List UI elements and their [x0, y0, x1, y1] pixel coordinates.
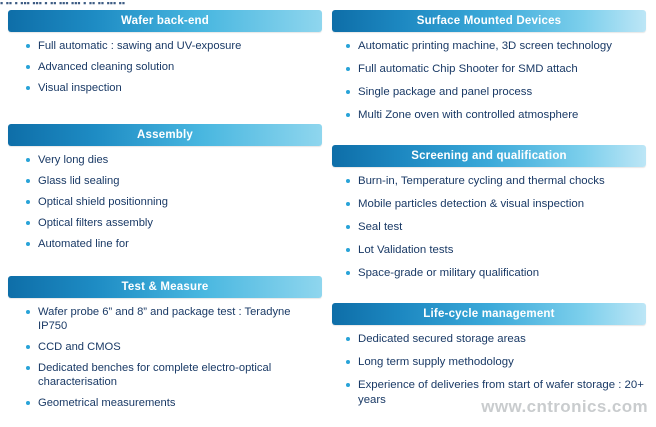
panel-screening-and-qualification: [332, 145, 646, 289]
list-item: Automated line for: [26, 237, 322, 251]
panel-wafer-back-end: [8, 10, 322, 102]
spacer: [8, 264, 322, 276]
bullet-list-test-and-measure: [8, 305, 322, 410]
list-item: Mobile particles detection & visual inspection: [346, 197, 646, 212]
list-item: Wafer probe 6” and 8” and package test : Teradyne IP750: [26, 305, 322, 333]
panel-title-life-cycle-management: Life-cycle management: [332, 303, 646, 325]
spacer: [332, 137, 646, 145]
list-item: Geometrical measurements: [26, 396, 322, 410]
list-item: CCD and CMOS: [26, 340, 322, 354]
list-item: Multi Zone oven with controlled atmosphere: [346, 108, 646, 123]
list-item: Optical shield positionning: [26, 195, 322, 209]
panel-title-screening-and-qualification: Screening and qualification: [332, 145, 646, 167]
list-item: Visual inspection: [26, 81, 322, 95]
list-item: Lot Validation tests: [346, 243, 646, 258]
panel-title-assembly: Assembly: [8, 124, 322, 146]
list-item: Advanced cleaning solution: [26, 60, 322, 74]
list-item: Dedicated benches for complete electro-optical characterisation: [26, 361, 322, 389]
right-column: [332, 10, 646, 423]
two-column-layout: [0, 10, 656, 423]
panel-title-surface-mounted-devices: Surface Mounted Devices: [332, 10, 646, 32]
list-item: Space-grade or military qualification: [346, 266, 646, 281]
list-item: Experience of deliveries from start of wafer storage : 20+ years: [346, 378, 646, 408]
panel-title-test-and-measure: Test & Measure: [8, 276, 322, 298]
bullet-list-assembly: [8, 153, 322, 251]
list-item: Dedicated secured storage areas: [346, 332, 646, 347]
spacer: [332, 295, 646, 303]
spacer: [8, 108, 322, 124]
list-item: Very long dies: [26, 153, 322, 167]
panel-title-wafer-back-end: Wafer back-end: [8, 10, 322, 32]
list-item: Full automatic : sawing and UV-exposure: [26, 39, 322, 53]
bullet-list-screening-and-qualification: [332, 174, 646, 281]
panel-surface-mounted-devices: [332, 10, 646, 131]
bullet-list-surface-mounted-devices: [332, 39, 646, 123]
list-item: Optical filters assembly: [26, 216, 322, 230]
list-item: Full automatic Chip Shooter for SMD attach: [346, 62, 646, 77]
list-item: Seal test: [346, 220, 646, 235]
list-item: Glass lid sealing: [26, 174, 322, 188]
list-item: Burn-in, Temperature cycling and thermal chocks: [346, 174, 646, 189]
list-item: Single package and panel process: [346, 85, 646, 100]
bullet-list-wafer-back-end: [8, 39, 322, 95]
left-column: [8, 10, 322, 423]
top-strip-text: ▪ ▪▪ ▪ ▪▪▪ ▪▪▪ ▪ ▪▪ ▪▪▪ ▪▪▪ ▪ ▪▪ ▪▪ ▪▪▪ ▪▪: [0, 0, 126, 6]
list-item: Long term supply methodology: [346, 355, 646, 370]
panel-assembly: [8, 124, 322, 258]
list-item: Automatic printing machine, 3D screen technology: [346, 39, 646, 54]
panel-test-and-measure: [8, 276, 322, 417]
watermark: www.cntronics.com: [481, 397, 648, 416]
